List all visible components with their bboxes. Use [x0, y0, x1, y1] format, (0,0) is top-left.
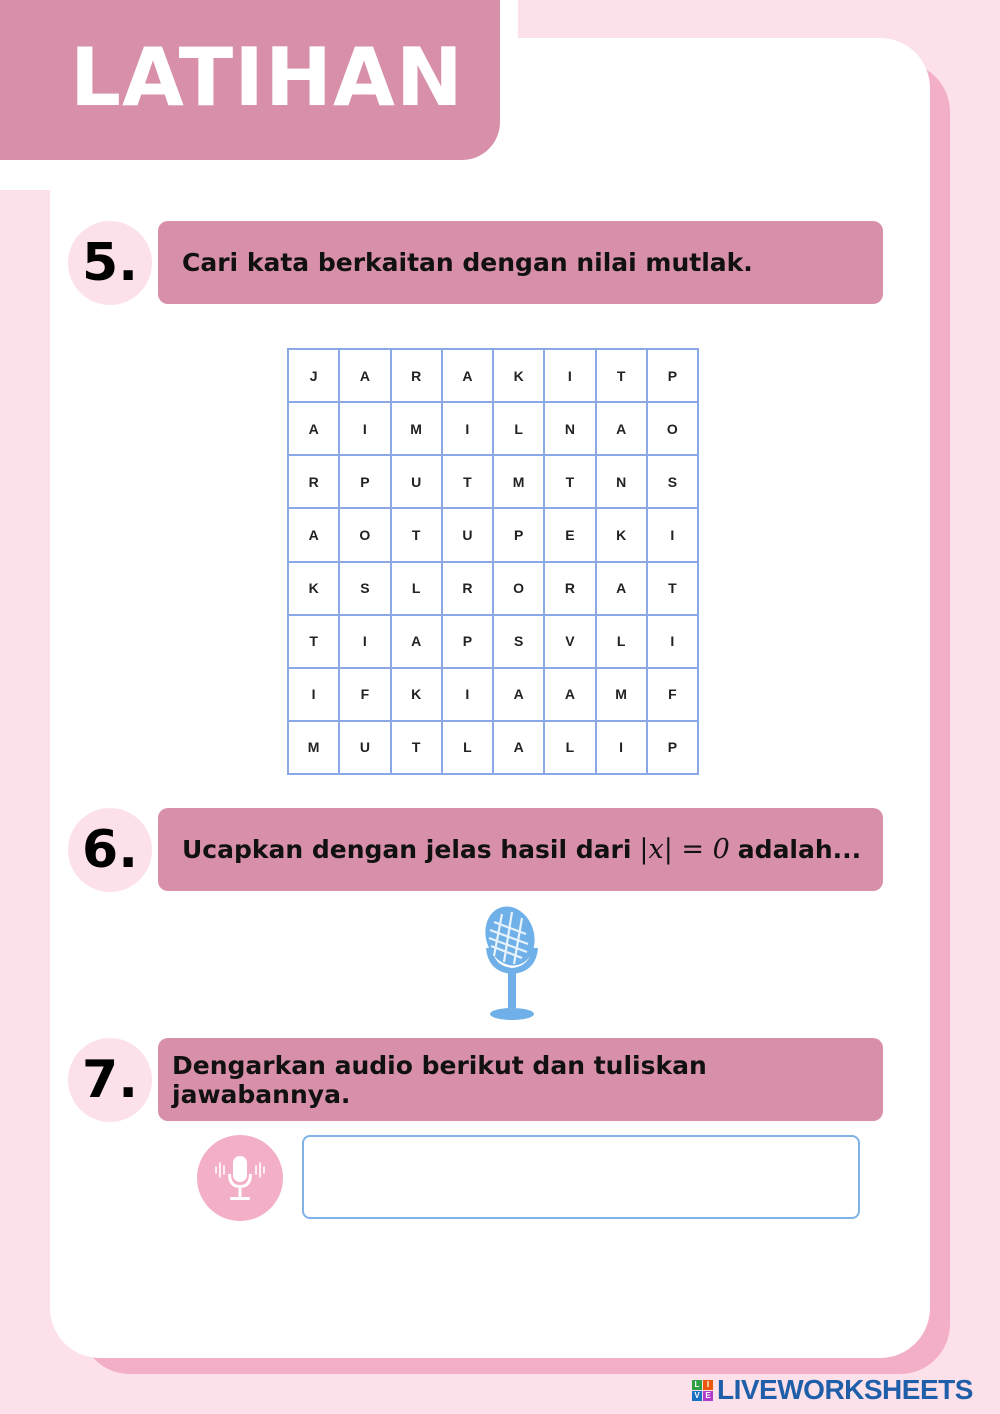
question-6-prompt	[158, 808, 883, 891]
grid-cell[interactable]: A	[442, 349, 493, 402]
grid-cell[interactable]: P	[442, 615, 493, 668]
grid-cell[interactable]: F	[339, 668, 390, 721]
grid-cell[interactable]: O	[493, 562, 544, 615]
brand-logo-icon: L I V E	[692, 1380, 713, 1401]
grid-cell[interactable]: P	[647, 349, 698, 402]
grid-cell[interactable]: A	[493, 721, 544, 774]
grid-cell[interactable]: S	[493, 615, 544, 668]
grid-cell[interactable]: N	[596, 455, 647, 508]
grid-cell[interactable]: U	[339, 721, 390, 774]
word-search-grid[interactable]	[287, 348, 699, 775]
microphone-icon[interactable]	[472, 904, 552, 1024]
grid-cell[interactable]: A	[339, 349, 390, 402]
grid-cell[interactable]: A	[493, 668, 544, 721]
microphone-sound-icon	[210, 1148, 270, 1208]
grid-cell[interactable]: P	[647, 721, 698, 774]
grid-cell[interactable]: N	[544, 402, 595, 455]
grid-cell[interactable]: R	[544, 562, 595, 615]
grid-cell[interactable]: L	[544, 721, 595, 774]
question-6-text-after: adalah...	[737, 835, 862, 864]
grid-cell[interactable]: P	[493, 508, 544, 561]
grid-cell[interactable]: P	[339, 455, 390, 508]
question-7-text: Dengarkan audio berikut dan tuliskan jawabannya.	[172, 1050, 707, 1109]
grid-cell[interactable]: R	[391, 349, 442, 402]
answer-input[interactable]	[302, 1135, 860, 1219]
grid-cell[interactable]: A	[596, 562, 647, 615]
grid-cell[interactable]: A	[391, 615, 442, 668]
question-7-prompt	[158, 1038, 883, 1121]
question-7-number: 7.	[68, 1038, 152, 1122]
question-6-math: |x| = 0	[639, 834, 730, 865]
grid-cell[interactable]: M	[596, 668, 647, 721]
grid-cell[interactable]: K	[288, 562, 339, 615]
question-5-number: 5.	[68, 221, 152, 305]
grid-cell[interactable]: M	[288, 721, 339, 774]
grid-cell[interactable]: T	[544, 455, 595, 508]
grid-cell[interactable]: A	[288, 402, 339, 455]
grid-cell[interactable]: L	[442, 721, 493, 774]
grid-cell[interactable]: F	[647, 668, 698, 721]
grid-cell[interactable]: A	[596, 402, 647, 455]
grid-cell[interactable]: A	[288, 508, 339, 561]
grid-cell[interactable]: I	[544, 349, 595, 402]
question-5-prompt	[158, 221, 883, 304]
grid-cell[interactable]: T	[391, 721, 442, 774]
footer-brand	[692, 1374, 973, 1406]
grid-cell[interactable]: I	[288, 668, 339, 721]
grid-cell[interactable]: M	[493, 455, 544, 508]
grid-cell[interactable]: S	[339, 562, 390, 615]
grid-cell[interactable]: T	[391, 508, 442, 561]
grid-cell[interactable]: O	[647, 402, 698, 455]
grid-cell[interactable]: T	[647, 562, 698, 615]
grid-cell[interactable]: U	[442, 508, 493, 561]
grid-cell[interactable]: I	[442, 402, 493, 455]
grid-cell[interactable]: S	[647, 455, 698, 508]
question-6-text-before: Ucapkan dengan jelas hasil dari	[182, 835, 632, 864]
question-5-text: Cari kata berkaitan dengan nilai mutlak.	[182, 248, 753, 277]
grid-cell[interactable]: K	[596, 508, 647, 561]
grid-cell[interactable]: K	[391, 668, 442, 721]
grid-cell[interactable]: R	[442, 562, 493, 615]
grid-cell[interactable]: V	[544, 615, 595, 668]
grid-cell[interactable]: T	[442, 455, 493, 508]
audio-play-button[interactable]	[197, 1135, 283, 1221]
grid-cell[interactable]: L	[596, 615, 647, 668]
grid-cell[interactable]: J	[288, 349, 339, 402]
grid-cell[interactable]: T	[288, 615, 339, 668]
grid-cell[interactable]: L	[391, 562, 442, 615]
grid-cell[interactable]: O	[339, 508, 390, 561]
grid-cell[interactable]: I	[339, 402, 390, 455]
grid-cell[interactable]: T	[596, 349, 647, 402]
grid-cell[interactable]: K	[493, 349, 544, 402]
grid-cell[interactable]: A	[544, 668, 595, 721]
grid-cell[interactable]: E	[544, 508, 595, 561]
grid-cell[interactable]: I	[596, 721, 647, 774]
grid-cell[interactable]: I	[339, 615, 390, 668]
grid-cell[interactable]: M	[391, 402, 442, 455]
grid-cell[interactable]: I	[647, 615, 698, 668]
grid-cell[interactable]: R	[288, 455, 339, 508]
grid-cell[interactable]: L	[493, 402, 544, 455]
page-title: LATIHAN	[70, 31, 464, 124]
question-6-number: 6.	[68, 808, 152, 892]
brand-name: LIVEWORKSHEETS	[717, 1374, 973, 1405]
grid-cell[interactable]: U	[391, 455, 442, 508]
grid-cell[interactable]: I	[647, 508, 698, 561]
grid-cell[interactable]: I	[442, 668, 493, 721]
header-banner	[0, 0, 500, 160]
